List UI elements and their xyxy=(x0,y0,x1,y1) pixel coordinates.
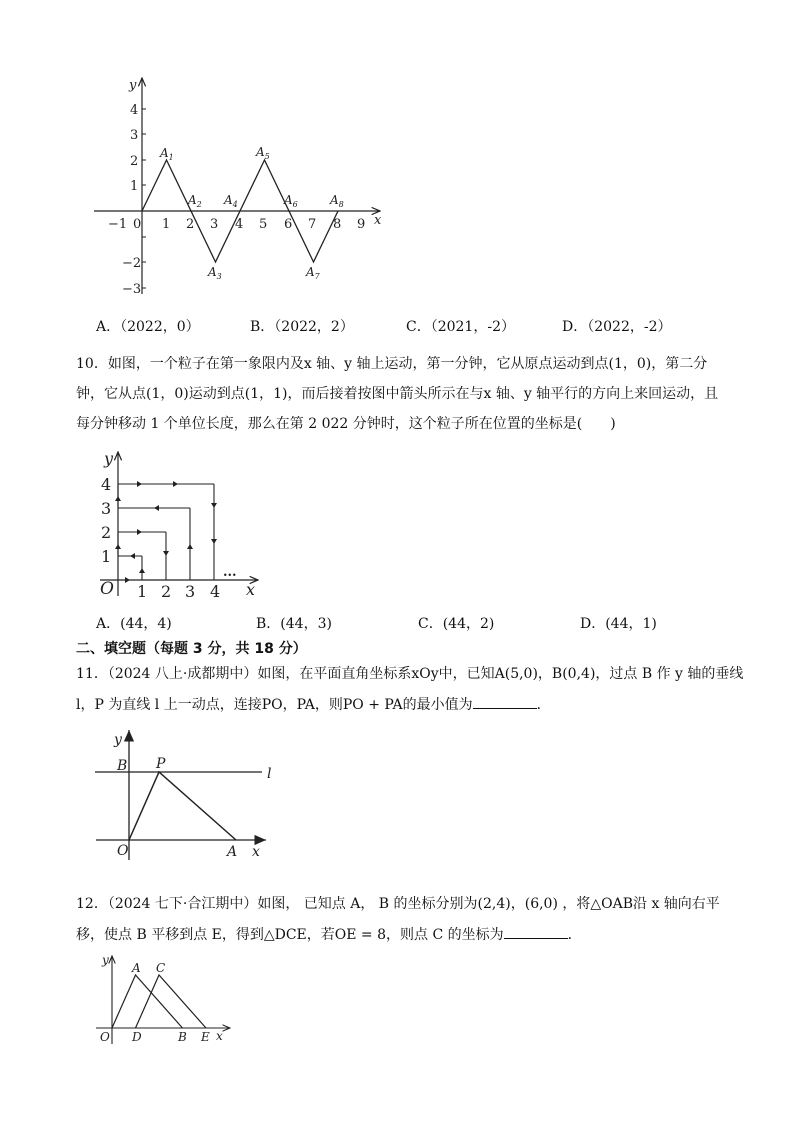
q10-ytick: 4 xyxy=(101,475,112,494)
q11-answer-blank[interactable] xyxy=(473,694,537,709)
q9-point-A1: $A_1$ xyxy=(160,146,174,162)
q9-point-A5: $A_5$ xyxy=(256,145,270,161)
q9-xtick: 4 xyxy=(235,217,244,232)
q10-text-line3: 每分钟移动 1 个单位长度，那么在第 2 022 分钟时，这个粒子所在位置的坐标是( ) xyxy=(76,416,616,432)
q11-label-O: O xyxy=(117,843,129,859)
q11-label-A: A xyxy=(227,844,238,860)
q12-label-O: O xyxy=(100,1030,110,1044)
q10-option-a: A．(44，4) xyxy=(96,616,172,632)
q10-xtick: 3 xyxy=(185,582,196,601)
q12-text-line2-end: ． xyxy=(567,927,582,943)
q9-xtick: 8 xyxy=(333,217,342,232)
q12-label-B: B xyxy=(178,1030,187,1044)
q10-xtick: 2 xyxy=(161,582,172,601)
q9-option-c: C．（2021，-2） xyxy=(406,319,515,335)
q9-xtick: 7 xyxy=(308,217,317,232)
q12-label-y: y xyxy=(102,953,109,967)
q10-xtick: 1 xyxy=(137,582,148,601)
q9-point-A4: $A_4$ xyxy=(224,193,238,209)
q12-label-C: C xyxy=(156,961,166,975)
q9-xtick: 9 xyxy=(357,217,366,232)
q12-label-E: E xyxy=(201,1030,210,1044)
q12-triangle-DCE xyxy=(136,975,207,1028)
q10-option-d: D．(44，1) xyxy=(580,616,657,632)
q9-point-A6: $A_6$ xyxy=(284,193,298,209)
section-heading-fill-in: 二、填空题（每题 3 分，共 18 分） xyxy=(76,641,307,657)
q9-xtick: 2 xyxy=(186,217,195,232)
q9-zigzag-graph xyxy=(92,72,392,302)
q9-option-d: D．（2022，-2） xyxy=(562,319,672,335)
q9-xtick: −1 xyxy=(108,217,128,232)
q9-option-a: A．（2022，0） xyxy=(96,319,200,335)
q9-ytick: 3 xyxy=(130,128,139,143)
q10-option-b: B．(44，3) xyxy=(256,616,332,632)
q11-triangle-OPA xyxy=(129,772,236,840)
q10-ytick: 3 xyxy=(101,499,112,518)
q12-text-line2-main: 移，使点 B 平移到点 E，得到△DCE，若OE = 8，则点 C 的坐标为 xyxy=(76,927,504,943)
q9-ytick: −2 xyxy=(122,256,142,271)
q9-ytick: −3 xyxy=(122,282,142,297)
q9-xtick: 6 xyxy=(284,217,293,232)
q11-text-line2 xyxy=(76,694,551,715)
q12-label-x: x xyxy=(216,1029,223,1043)
q9-point-A2: $A_2$ xyxy=(188,193,202,209)
q10-ytick: 2 xyxy=(101,523,112,542)
q12-geometry-figure xyxy=(92,952,242,1048)
q9-ytick: 1 xyxy=(130,179,139,194)
q11-label-y: y xyxy=(114,732,122,748)
q12-label-A: A xyxy=(132,961,141,975)
q9-x-label: x xyxy=(374,213,382,228)
q9-point-A8: $A_8$ xyxy=(330,193,344,209)
q11-label-x: x xyxy=(252,844,260,860)
q9-y-label: y xyxy=(129,78,137,93)
q10-text-line1: 10．如图，一个粒子在第一象限内及x 轴、y 轴上运动，第一分钟，它从原点运动到点(1，0)，第二分 xyxy=(76,356,708,372)
q10-xtick: 4 xyxy=(210,582,221,601)
q10-text-line2: 钟，它从点(1，0)运动到点(1，1)，而后接着按图中箭头所示在与x 轴、y 轴平行的方向上来回运动，且 xyxy=(76,386,719,402)
q9-point-A3: $A_3$ xyxy=(208,265,222,281)
q12-text-line1: 12．（2024 七下·合江期中）如图， 已知点 A， B 的坐标分别为(2,4)，(6,0) ，将△OAB沿 x 轴向右平 xyxy=(76,896,720,912)
q10-ytick: 1 xyxy=(101,547,112,566)
q10-particle-path-graph xyxy=(96,448,266,603)
q9-ytick: 4 xyxy=(130,103,139,118)
q11-label-B: B xyxy=(117,758,128,774)
q9-xtick: 1 xyxy=(162,217,171,232)
q10-x-label: x xyxy=(246,580,256,599)
q12-label-D: D xyxy=(132,1030,142,1044)
q9-xtick: 5 xyxy=(259,217,268,232)
q10-option-c: C．(44，2) xyxy=(418,616,495,632)
q12-answer-blank[interactable] xyxy=(504,924,568,939)
q11-text-line2-main: l，P 为直线 l 上一动点，连接PO，PA，则PO + PA的最小值为 xyxy=(76,697,473,713)
q10-ellipsis: ... xyxy=(223,565,237,580)
q10-y-label: y xyxy=(104,449,114,468)
q11-text-line1: 11．（2024 八上·成都期中）如图，在平面直角坐标系xOy中，已知A(5,0)，B(0,4)，过点 B 作 y 轴的垂线 xyxy=(76,666,744,682)
q9-point-A7: $A_7$ xyxy=(306,265,320,281)
q10-origin: O xyxy=(100,579,114,599)
q11-label-P: P xyxy=(156,756,166,772)
q12-text-line2 xyxy=(76,924,582,945)
q11-label-l: l xyxy=(267,766,272,782)
q11-text-line2-end: ． xyxy=(536,697,551,713)
q11-geometry-figure xyxy=(90,728,280,864)
q9-option-b: B．（2022，2） xyxy=(250,319,354,335)
q9-ytick: 2 xyxy=(130,154,139,169)
q9-xtick: 0 xyxy=(133,217,142,232)
q9-xtick: 3 xyxy=(210,217,219,232)
